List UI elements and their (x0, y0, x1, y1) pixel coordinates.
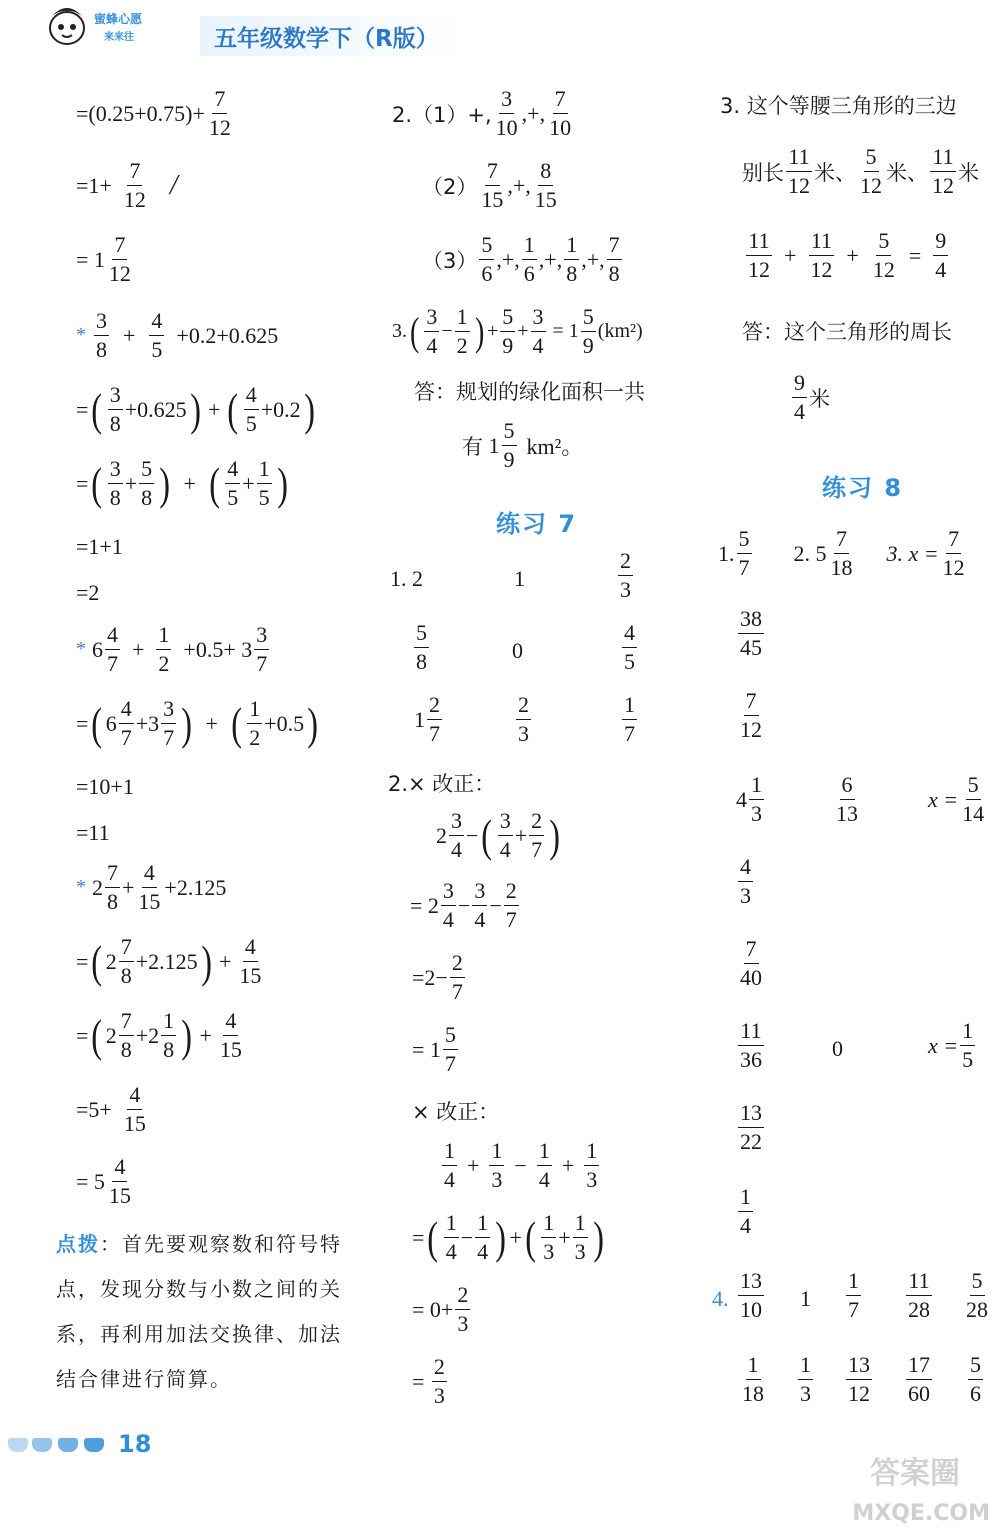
star-icon: * (76, 638, 86, 660)
x-eq: x = (928, 786, 959, 812)
sep: 、 (835, 160, 856, 185)
c3-q4-c: $\frac{1}{7}$ (848, 1268, 859, 1322)
c2-p3-label: × 改正： (412, 1100, 500, 1124)
c2-q3: 3. ( $\frac{3}{4}$ − $\frac{1}{2}$ ) + $\frac{5}{9}$ + $\frac{3}{4}$ = 1 $\frac{5}{9}$ (km²) (392, 304, 643, 358)
logo-line-2: 来来往 (104, 32, 134, 43)
c2-p1-e: 0 (512, 638, 523, 663)
c1-line-1 (76, 88, 235, 139)
fraction: $\frac{7}{15}$ (481, 158, 504, 212)
c2-ans2-post: km²。 (526, 434, 584, 459)
c1-line-8: =2 (76, 580, 100, 605)
c3-r1-a: 1. (718, 540, 735, 566)
fraction: $\frac{3}{7}$ (256, 622, 268, 676)
c1-l10-tail: +0.5 (264, 710, 305, 736)
page-title: 五年级数学下（R版） (214, 26, 439, 52)
c1-line-15: = ( 2 $\frac{7}{8}$ +2 $\frac{1}{8}$ ) + $\frac{4}{15}$ (76, 1008, 242, 1062)
c1-line-17: = 5 $\frac{4}{15}$ (76, 1154, 131, 1208)
fraction: $\frac{1}{2}$ (158, 622, 170, 676)
c3-v8: $\frac{11}{36}$ (740, 1018, 762, 1072)
c2-q2-3-label: （3） (422, 248, 478, 273)
fraction: $\frac{1}{2}$ (249, 696, 261, 750)
c2-p1-d: $\frac{5}{8}$ (416, 620, 427, 674)
fraction: $\frac{3}{8}$ (109, 382, 121, 436)
fraction: $\frac{5}{9}$ (582, 304, 594, 358)
c3-q4-h: $\frac{13}{12}$ (848, 1352, 870, 1406)
page-number: 18 (118, 1430, 152, 1458)
c3-answer: 答：这个三角形的周长 (742, 320, 952, 344)
tip-label: 点拨 (56, 1232, 100, 1256)
tip-note (56, 1222, 356, 1402)
c1-line-14: = ( 2 $\frac{7}{8}$ +2.125 ) + $\frac{4}{15}$ (76, 934, 262, 988)
fraction: $\frac{1}{2}$ (456, 304, 468, 358)
c2-p1-c: $\frac{2}{3}$ (620, 548, 631, 602)
c1-line-9: * 6 $\frac{4}{7}$ + $\frac{1}{2}$ +0.5+ 3 $\frac{3}{7}$ (76, 622, 268, 676)
fraction: $\frac{7}{10}$ (549, 86, 572, 140)
c3-r1-b: 2. 5 (793, 540, 827, 566)
fraction: $\frac{4}{5}$ (245, 382, 257, 436)
fraction: $\frac{7}{8}$ (120, 1008, 132, 1062)
fraction: $\frac{1}{6}$ (523, 232, 535, 286)
c3-q4-label: 4. (712, 1286, 729, 1311)
c2-p1-f: $\frac{4}{5}$ (624, 620, 635, 674)
c1-l9-tail: +0.5+ 3 (183, 636, 253, 662)
c1-line-3 (76, 234, 135, 285)
c1-line-4: * $\frac{3}{8}$ + $\frac{4}{5}$ +0.2+0.625 (76, 308, 279, 362)
fraction: $\frac{7}{8}$ (120, 934, 132, 988)
footer-decoration (32, 1438, 52, 1452)
unit-mi: 米 (886, 160, 907, 185)
c3-q4-d: $\frac{11}{28}$ (908, 1268, 930, 1322)
c1-l17-text: 5 (93, 1168, 105, 1194)
c3-q3-line-1: 3. 这个等腰三角形的三边 (720, 94, 957, 118)
c2-p3-l1: $\frac{1}{4}$ + $\frac{1}{3}$ − $\frac{1}{4}$ + $\frac{1}{3}$ (444, 1138, 598, 1192)
watermark-logo: 答案圈 (870, 1456, 960, 1491)
tip-text: ：首先要观察数和符号特点，发现分数与小数之间的关系，再利用加法交换律、加法结合律进行简算。 (56, 1232, 342, 1391)
page-header (0, 0, 1000, 58)
c2-q2-3: （3） $\frac{5}{6}$ ,+, $\frac{1}{6}$ ,+, $\frac{1}{8}$ ,+, $\frac{7}{8}$ (422, 232, 620, 286)
fraction: $\frac{4}{5}$ (151, 308, 163, 362)
star-icon: * (76, 324, 86, 346)
c3-q4-j: $\frac{5}{6}$ (970, 1352, 981, 1406)
c1-line-6: = ( $\frac{3}{8}$ + $\frac{5}{8}$ ) + ( $\frac{4}{5}$ + $\frac{1}{5}$ ) (76, 456, 288, 510)
c3-q3-line-2: 别长 $\frac{11}{12}$ 米 、 $\frac{5}{12}$ 米 、 $\frac{11}{12}$ 米 (742, 144, 979, 198)
fraction: $\frac{5}{6}$ (481, 232, 493, 286)
c3-answer-value: $\frac{9}{4}$ 米 (794, 370, 830, 424)
c2-q2-1: 2.（1）+, $\frac{3}{10}$ ,+, $\frac{7}{10}$ (392, 86, 572, 140)
c2-p2-res: = 1 (412, 1036, 441, 1062)
footer-decoration (84, 1438, 104, 1452)
c2-p1-label: 1. 2 (390, 566, 423, 591)
section-title-8: 练习 8 (822, 474, 904, 502)
mascot-icon (44, 2, 90, 48)
unit-mi: 米 (958, 160, 979, 185)
c2-answer-line-1: 答：规划的绿化面积一共 (414, 380, 645, 404)
c2-p3-l4: = $\frac{2}{3}$ (412, 1354, 445, 1408)
c2-p2-l1: 2 $\frac{3}{4}$ − ( $\frac{3}{4}$ + $\frac{2}{7}$ ) (436, 808, 561, 862)
sep: 、 (907, 160, 928, 185)
c3-v2: $\frac{7}{12}$ (740, 688, 762, 742)
footer-decoration (58, 1438, 78, 1452)
c2-q3-unit: (km²) (597, 320, 643, 342)
c3-v9: 0 (832, 1036, 843, 1061)
c3-v5: x = $\frac{5}{14}$ (928, 772, 985, 826)
c3-r1-c: 3. x = (886, 540, 939, 566)
unit-mi: 米 (814, 160, 835, 185)
c3-q4-e: $\frac{5}{28}$ (966, 1268, 988, 1322)
c1-l13-tail: +2.125 (164, 874, 227, 900)
fraction: $\frac{7}{12}$ (108, 232, 131, 286)
fraction: $\frac{7}{8}$ (107, 860, 118, 914)
fraction: $\frac{1}{8}$ (163, 1008, 175, 1062)
fraction: $\frac{4}{15}$ (108, 1154, 131, 1208)
c3-q4-f: $\frac{1}{18}$ (742, 1352, 764, 1406)
c1-l2-text: =1+ (76, 172, 112, 198)
footer-decoration (8, 1438, 28, 1452)
c1-line-11: =10+1 (76, 774, 134, 799)
fraction: $\frac{4}{7}$ (120, 696, 132, 750)
c1-l5-mid: +0.625 (124, 396, 187, 422)
c3-v4: $\frac{6}{13}$ (836, 772, 858, 826)
c2-p3-zero: = 0+ (412, 1296, 454, 1322)
fraction: $\frac{3}{7}$ (163, 696, 175, 750)
c3-r1: 1. $\frac{5}{7}$ 2. 5 $\frac{7}{18}$ 3. x = $\frac{7}{12}$ (718, 526, 965, 580)
c1-l4-text: +0.2+0.625 (176, 322, 279, 348)
c3-q3-line-3: $\frac{11}{12}$ + $\frac{11}{12}$ + $\frac{5}{12}$ = $\frac{9}{4}$ (748, 228, 947, 282)
star-icon: * (76, 876, 86, 898)
fraction: $\frac{4}{15}$ (138, 860, 161, 914)
fraction: $\frac{4}{7}$ (107, 622, 118, 676)
fraction: $\frac{3}{8}$ (96, 308, 107, 362)
c2-p3-l2: = ( $\frac{1}{4}$ − $\frac{1}{4}$ ) + ( $\frac{1}{3}$ + $\frac{1}{3}$ ) (412, 1210, 604, 1264)
c3-v1: $\frac{38}{45}$ (740, 606, 762, 660)
c2-p1-i: $\frac{1}{7}$ (624, 692, 635, 746)
c1-line-12: =11 (76, 820, 110, 845)
fraction: $\frac{3}{4}$ (426, 304, 438, 358)
fraction: $\frac{4}{15}$ (219, 1008, 242, 1062)
c3-q4-i: $\frac{17}{60}$ (908, 1352, 930, 1406)
fraction: $\frac{4}{5}$ (227, 456, 239, 510)
logo-line-1: 蜜蜂心愿 (94, 12, 143, 26)
fraction: $\frac{3}{8}$ (109, 456, 121, 510)
c3-q4-a: $\frac{13}{10}$ (740, 1268, 762, 1322)
c2-p2-l2: = 2 $\frac{3}{4}$ − $\frac{3}{4}$ − $\frac{2}{7}$ (410, 878, 517, 932)
section-title-7: 练习 7 (496, 510, 578, 538)
c3-q4-b: 1 (800, 1286, 811, 1311)
fraction: $\frac{3}{4}$ (532, 304, 544, 358)
c2-p2-l4: = 1 $\frac{5}{7}$ (412, 1022, 456, 1076)
c2-p2-minus: =2− (412, 964, 448, 990)
c1-l5-end: +0.2 (260, 396, 301, 422)
x-eq: x = (928, 1032, 959, 1058)
fraction: $\frac{5}{9}$ (502, 304, 514, 358)
c3-v6: $\frac{4}{3}$ (740, 854, 751, 908)
fraction: $\frac{7}{12}$ (208, 86, 231, 140)
fraction: $\frac{1}{5}$ (258, 456, 270, 510)
fraction: $\frac{4}{15}$ (239, 934, 262, 988)
c3-v10: x = $\frac{1}{5}$ (928, 1018, 974, 1072)
c2-ans2-pre: 有 (462, 434, 483, 459)
c2-p2-label: 2.× 改正： (388, 772, 496, 796)
fraction: $\frac{8}{15}$ (534, 158, 557, 212)
c2-p2-l3: =2− $\frac{2}{7}$ (412, 950, 463, 1004)
c3-q4-g: $\frac{1}{3}$ (800, 1352, 811, 1406)
c2-q2-1-label: 2.（1）+, (392, 102, 492, 127)
fraction: $\frac{5}{9}$ (503, 418, 515, 472)
c1-l16-text: =5+ (76, 1096, 112, 1122)
c3-v12: $\frac{1}{4}$ (740, 1184, 751, 1238)
c1-l1-text: =(0.25+0.75)+ (76, 100, 205, 126)
c1-line-10: = ( 6 $\frac{4}{7}$ +3 $\frac{3}{7}$ ) + ( $\frac{1}{2}$ +0.5 ) (76, 696, 319, 750)
c1-l3-text: = 1 (76, 246, 105, 272)
c2-q2-2: （2） $\frac{7}{15}$ ,+, $\frac{8}{15}$ (422, 158, 557, 212)
fraction: $\frac{5}{8}$ (141, 456, 153, 510)
c2-q3-prefix: 3. (392, 320, 407, 342)
c2-p3-l3: = 0+ $\frac{2}{3}$ (412, 1282, 469, 1336)
c2-answer-line-2: 有 1 $\frac{5}{9}$ km²。 (462, 418, 584, 472)
c1-line-5: = ( $\frac{3}{8}$ +0.625 ) + ( $\frac{4}{5}$ +0.2 ) (76, 382, 315, 436)
c2-p1-b: 1 (514, 566, 525, 591)
c2-p3-eq: = (412, 1368, 425, 1394)
c3-v7: $\frac{7}{40}$ (740, 936, 762, 990)
c1-line-2: =1+ $\frac{7}{12}$ / (76, 158, 178, 212)
c2-p1-g: 1 $\frac{2}{7}$ (414, 692, 440, 746)
c1-l14-mid: +2.125 (135, 948, 198, 974)
fraction: $\frac{7}{12}$ (123, 158, 146, 212)
c2-q2-2-label: （2） (422, 174, 478, 199)
watermark: MXQE.COM (852, 1501, 990, 1526)
fraction: $\frac{7}{8}$ (608, 232, 620, 286)
c3-v11: $\frac{13}{22}$ (740, 1100, 762, 1154)
c2-p1-h: $\frac{2}{3}$ (518, 692, 529, 746)
fraction: $\frac{4}{15}$ (123, 1082, 146, 1136)
c3-q3-pre: 别长 (742, 160, 784, 185)
c3-v3: 4 $\frac{1}{3}$ (736, 772, 762, 826)
c1-line-7: =1+1 (76, 534, 123, 559)
c1-line-16 (76, 1084, 150, 1135)
c3-ans-unit: 米 (809, 386, 830, 411)
c1-line-13: * 2 $\frac{7}{8}$ + $\frac{4}{15}$ +2.125 (76, 860, 227, 914)
fraction: $\frac{1}{8}$ (566, 232, 578, 286)
fraction: $\frac{3}{10}$ (495, 86, 518, 140)
